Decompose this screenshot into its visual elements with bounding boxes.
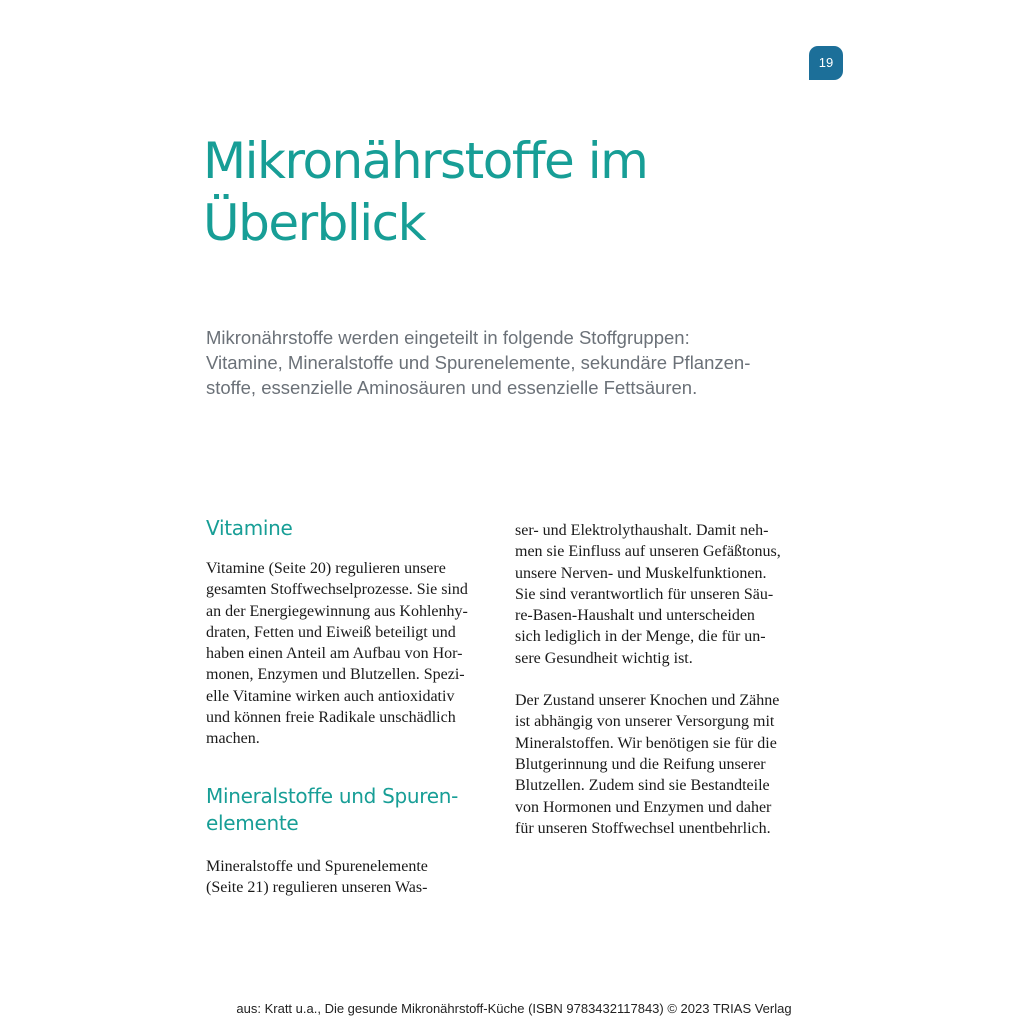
section-heading-line: Mineralstoffe und Spuren- (206, 783, 459, 808)
section-heading-line: Vitamine (206, 516, 293, 540)
body-line: (Seite 21) regulieren unseren Was- (206, 878, 428, 896)
body-line: draten, Fetten und Eiweiß beteiligt und (206, 623, 456, 641)
intro-line: Vitamine, Mineralstoffe und Spurenelemente, sekundäre Pflanzen- (206, 352, 751, 373)
intro-line: stoffe, essenzielle Aminosäuren und essenzielle Fettsäuren. (206, 377, 698, 398)
body-line: sich lediglich in der Menge, die für un- (515, 628, 766, 646)
body-line: Sie sind verantwortlich für unseren Säu- (515, 585, 774, 603)
section-heading-vitamine (206, 515, 496, 542)
body-line: machen. (206, 730, 260, 748)
body-line: von Hormonen und Enzymen und daher (515, 798, 772, 816)
page-title-line-2: Überblick (203, 194, 426, 252)
mineralstoffe-paragraph-2 (515, 690, 805, 839)
intro-line: Mikronährstoffe werden eingeteilt in folgende Stoffgruppen: (206, 327, 690, 348)
page-number-badge: 19 (809, 46, 843, 80)
body-line: Mineralstoffen. Wir benötigen sie für die (515, 734, 777, 752)
body-line: Blutzellen. Zudem sind sie Bestandteile (515, 777, 770, 795)
body-line: für unseren Stoffwechsel unentbehrlich. (515, 819, 771, 837)
body-line: gesamten Stoffwechselprozesse. Sie sind (206, 581, 468, 599)
mineralstoffe-paragraph-start (206, 856, 496, 899)
body-line: unsere Nerven- und Muskelfunktionen. (515, 564, 767, 582)
mineralstoffe-paragraph-continued (515, 520, 805, 669)
body-line: an der Energiegewinnung aus Kohlenhy- (206, 602, 468, 620)
left-column (206, 515, 496, 898)
source-footer (0, 1001, 1024, 1016)
body-line: ser- und Elektrolythaushalt. Damit neh- (515, 522, 769, 539)
page-title-line-1: Mikronährstoffe im (203, 132, 648, 190)
intro-paragraph (206, 325, 826, 400)
body-line: ist abhängig von unserer Versorgung mit (515, 713, 775, 731)
body-line: men sie Einfluss auf unseren Gefäßtonus, (515, 543, 781, 561)
body-line: monen, Enzymen und Blutzellen. Spezi- (206, 666, 465, 684)
body-line: re-Basen-Haushalt und unterscheiden (515, 607, 755, 625)
right-column (515, 520, 805, 839)
source-citation: aus: Kratt u.a., Die gesunde Mikronährstoff-Küche (ISBN 9783432117843) © 2023 TRIAS Verlag (236, 1001, 792, 1016)
body-line: sere Gesundheit wichtig ist. (515, 649, 693, 667)
body-line: und können freie Radikale unschädlich (206, 709, 456, 727)
body-line: Vitamine (Seite 20) regulieren unsere (206, 560, 446, 577)
vitamine-paragraph (206, 558, 496, 750)
body-line: haben einen Anteil am Aufbau von Hor- (206, 645, 463, 663)
body-line: Mineralstoffe und Spurenelemente (206, 857, 428, 875)
body-line: Der Zustand unserer Knochen und Zähne (515, 692, 780, 710)
body-line: elle Vitamine wirken auch antioxidativ (206, 687, 455, 705)
section-heading-line: elemente (206, 810, 299, 835)
page-title (203, 130, 843, 254)
section-heading-mineralstoffe (206, 783, 496, 837)
body-line: Blutgerinnung und die Reifung unserer (515, 755, 766, 773)
